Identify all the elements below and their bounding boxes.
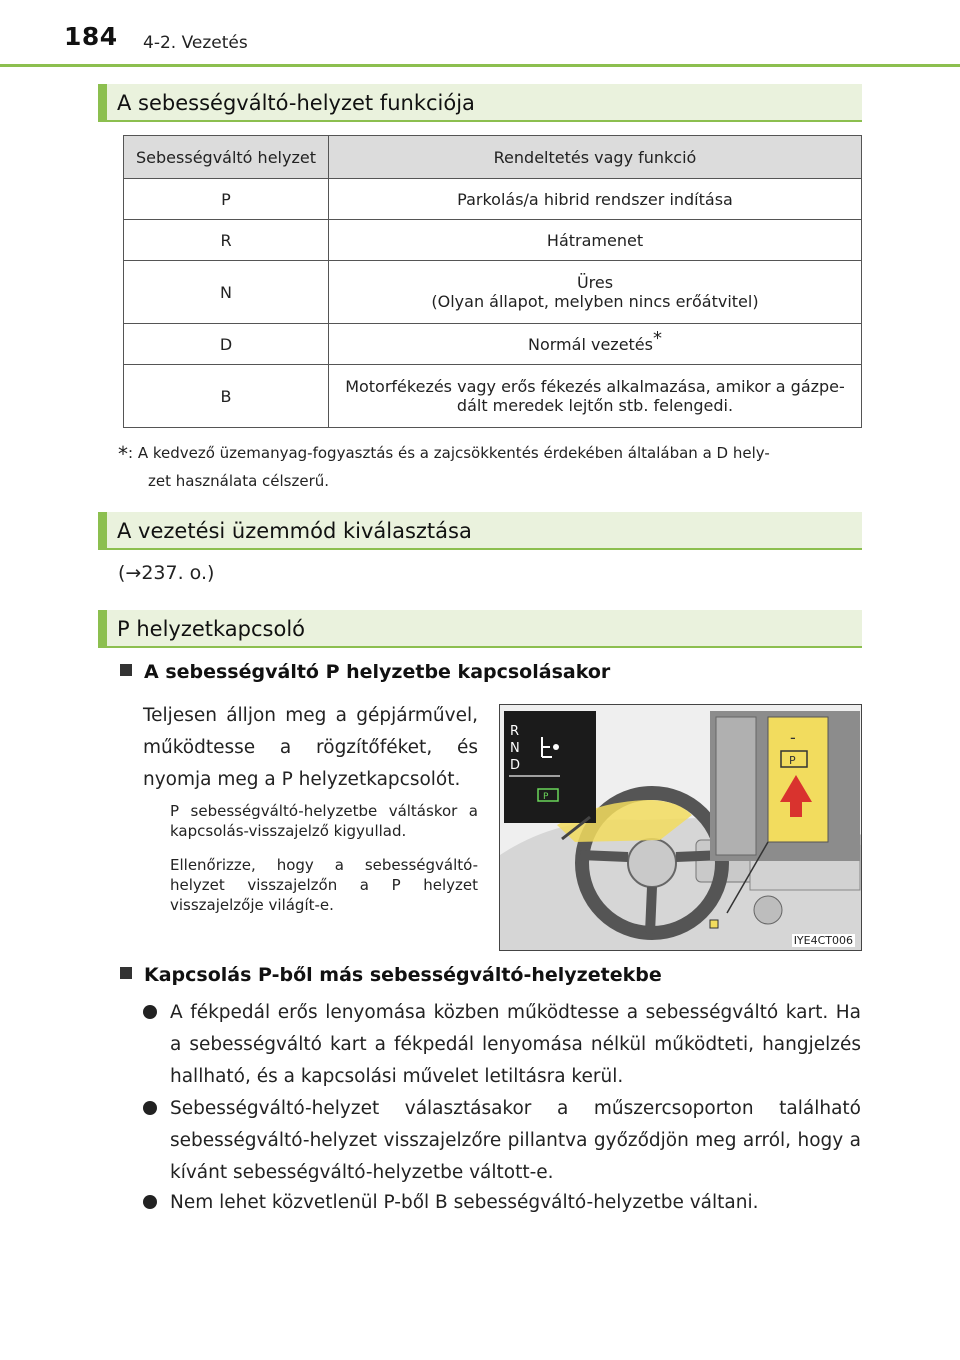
table-footnote	[118, 440, 863, 495]
subheading-text: A sebességváltó P helyzetbe kapcsolásakor	[144, 661, 611, 683]
list-item	[143, 1187, 861, 1219]
footnote-star: *	[118, 442, 128, 466]
gear-position-cell: N	[124, 261, 329, 324]
gear-position-cell: R	[124, 220, 329, 261]
subheading-shift-to-p	[120, 661, 610, 683]
illus-label-p-switch: P	[789, 754, 796, 767]
bullet-dot-icon	[143, 1195, 157, 1209]
footnote-mark: *	[652, 327, 662, 349]
section-heading-gear-function: A sebességváltó-helyzet funkciója	[98, 84, 862, 122]
illus-label-p-indicator: P	[543, 792, 549, 802]
illustration-code: IYE4CT006	[793, 934, 853, 947]
page-reference: (→237. o.)	[118, 562, 215, 584]
gear-function-line: Motorfékezés vagy erős fékezés alkalmazása, amikor a gázpe-	[345, 377, 845, 396]
gear-function-line: dált meredek lejtőn stb. felengedi.	[456, 396, 734, 415]
gear-function-line: (Olyan állapot, melyben nincs erőátvitel)	[431, 292, 759, 311]
gear-function-cell	[329, 365, 862, 428]
gear-function-cell: Hátramenet	[329, 220, 862, 261]
footnote-line: : A kedvező üzemanyag-fogyasztás és a zajcsökkentés érdekében általában a D hely-	[128, 444, 770, 462]
list-item	[143, 997, 861, 1093]
header-divider	[0, 64, 960, 67]
subheading-text: Kapcsolás P-ből más sebességváltó-helyzetekbe	[144, 964, 662, 986]
gear-function-cell	[329, 324, 862, 365]
page-number: 184	[64, 22, 118, 51]
illus-label-r: R	[510, 724, 520, 739]
table-row	[124, 220, 862, 261]
table-row	[124, 324, 862, 365]
table-header-row	[124, 136, 862, 179]
illus-label-minus: -	[790, 728, 796, 747]
p-switch-illustration	[499, 704, 862, 951]
section-heading-drive-mode: A vezetési üzemmód kiválasztása	[98, 512, 862, 550]
table-header-cell: Rendeltetés vagy funkció	[329, 136, 862, 179]
gear-position-cell: D	[124, 324, 329, 365]
subheading-shift-from-p	[120, 964, 662, 986]
table-header-cell: Sebességváltó helyzet	[124, 136, 329, 179]
bullet-dot-icon	[143, 1101, 157, 1115]
list-item	[143, 1093, 861, 1189]
square-bullet-icon	[120, 967, 132, 979]
gear-function-cell: Parkolás/a hibrid rendszer indítása	[329, 179, 862, 220]
gear-function-cell	[329, 261, 862, 324]
gear-function-text: Normál vezetés	[528, 334, 653, 354]
illus-label-n: N	[510, 741, 520, 756]
bullet-dot-icon	[143, 1005, 157, 1019]
table-row	[124, 365, 862, 428]
section-heading-p-switch: P helyzetkapcsoló	[98, 610, 862, 648]
list-item-text: Sebességváltó-helyzet választásakor a műszercsoporton található sebességváltó-helyzet visszajelzőre pillantva győződjön meg arról, hogy a kívánt sebességváltó-helyzetbe váltott-e.	[170, 1098, 861, 1183]
gear-position-cell: P	[124, 179, 329, 220]
table-row	[124, 179, 862, 220]
illus-label-d: D	[510, 758, 521, 773]
page-header	[0, 0, 960, 66]
note-paragraph: Ellenőrizze, hogy a sebességváltó-helyzet visszajelzőn a P helyzet visszajelzője világít-e.	[170, 856, 478, 914]
square-bullet-icon	[120, 664, 132, 676]
list-item-text: A fékpedál erős lenyomása közben működtesse a sebességváltó kart. Ha a sebességváltó kart a fékpedál lenyomása nélkül működteti, hangjelzés hallható, és a kapcsolási művelet letiltásra kerül.	[170, 1002, 861, 1087]
note-paragraph: P sebességváltó-helyzetbe váltáskor a kapcsolás-visszajelző kigyullad.	[170, 802, 478, 840]
gear-function-line: Üres	[576, 273, 614, 292]
table-row	[124, 261, 862, 324]
list-item-text: Nem lehet közvetlenül P-ből B sebességváltó-helyzetbe váltani.	[170, 1192, 759, 1213]
dashboard-drawing	[500, 705, 861, 950]
gear-position-table	[123, 135, 862, 428]
gear-position-cell: B	[124, 365, 329, 428]
instruction-paragraph: Teljesen álljon meg a gépjárművel, működtesse a rögzítőféket, és nyomja meg a P helyzetkapcsolót.	[143, 705, 478, 790]
chapter-title: 4-2. Vezetés	[143, 33, 248, 53]
footnote-line: zet használata célszerű.	[148, 472, 330, 490]
